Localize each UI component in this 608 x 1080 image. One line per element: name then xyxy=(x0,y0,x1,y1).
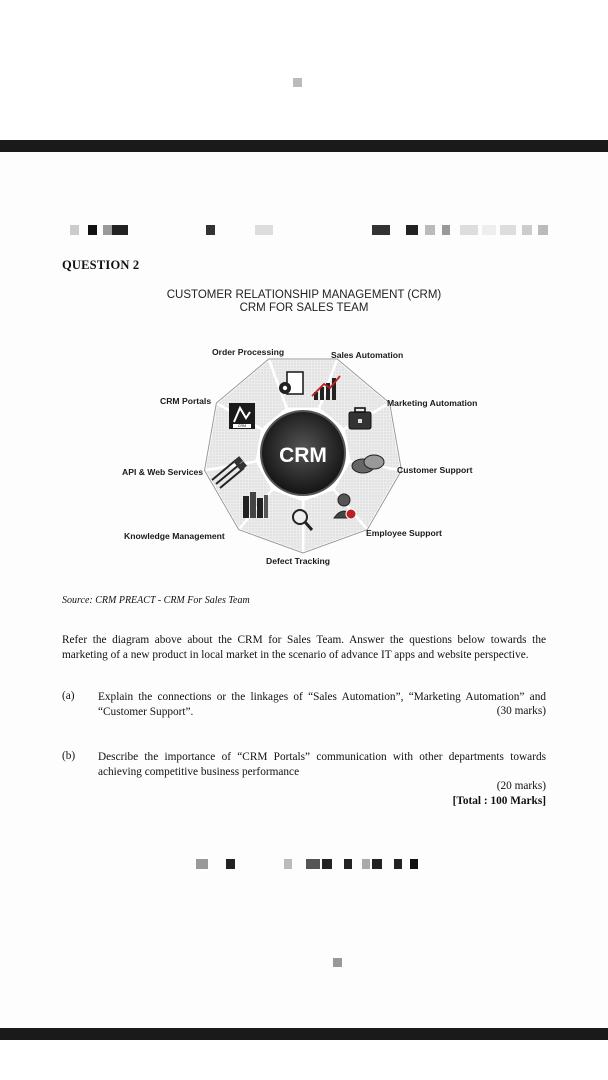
page-separator xyxy=(0,1028,608,1040)
label-defect-tracking: Defect Tracking xyxy=(266,556,330,566)
label-order-processing: Order Processing xyxy=(212,347,285,357)
label-knowledge-management: Knowledge Management xyxy=(124,531,225,541)
question-b-label: (b) xyxy=(62,750,76,762)
crm-hub-label: CRM xyxy=(279,444,327,467)
label-employee-support: Employee Support xyxy=(366,528,442,538)
question-b-text: Describe the importance of “CRM Portals” communication with other departments towards achieving competitive business performance xyxy=(98,751,546,778)
question-b-marks: (20 marks) xyxy=(496,780,546,792)
label-customer-support: Customer Support xyxy=(397,465,473,475)
question-a-marks: (30 marks) xyxy=(496,705,546,717)
redacted-block xyxy=(333,958,342,967)
heading-line-1: CUSTOMER RELATIONSHIP MANAGEMENT (CRM) xyxy=(166,289,442,301)
crm-portal-badge-text: CRM xyxy=(237,424,247,428)
question-title: QUESTION 2 xyxy=(62,258,140,272)
label-marketing-automation: Marketing Automation xyxy=(387,398,478,408)
heading-line-2: CRM FOR SALES TEAM xyxy=(239,302,369,314)
intro-paragraph: Refer the diagram above about the CRM for Sales Team. Answer the questions below towards the marketing of a new product in local market in the scenario of advance IT apps and website perspective. xyxy=(62,634,546,661)
total-marks: [Total : 100 Marks] xyxy=(452,795,546,807)
label-api-web-services: API & Web Services xyxy=(122,467,204,477)
source-citation: Source: CRM PREACT - CRM For Sales Team xyxy=(62,595,250,606)
next-page xyxy=(0,1040,608,1080)
question-a-label: (a) xyxy=(62,690,75,702)
question-a-text: Explain the connections or the linkages of “Sales Automation”, “Marketing Automation” and “Customer Support”. xyxy=(98,691,546,718)
label-crm-portals: CRM Portals xyxy=(160,396,212,406)
label-sales-automation: Sales Automation xyxy=(331,350,404,360)
